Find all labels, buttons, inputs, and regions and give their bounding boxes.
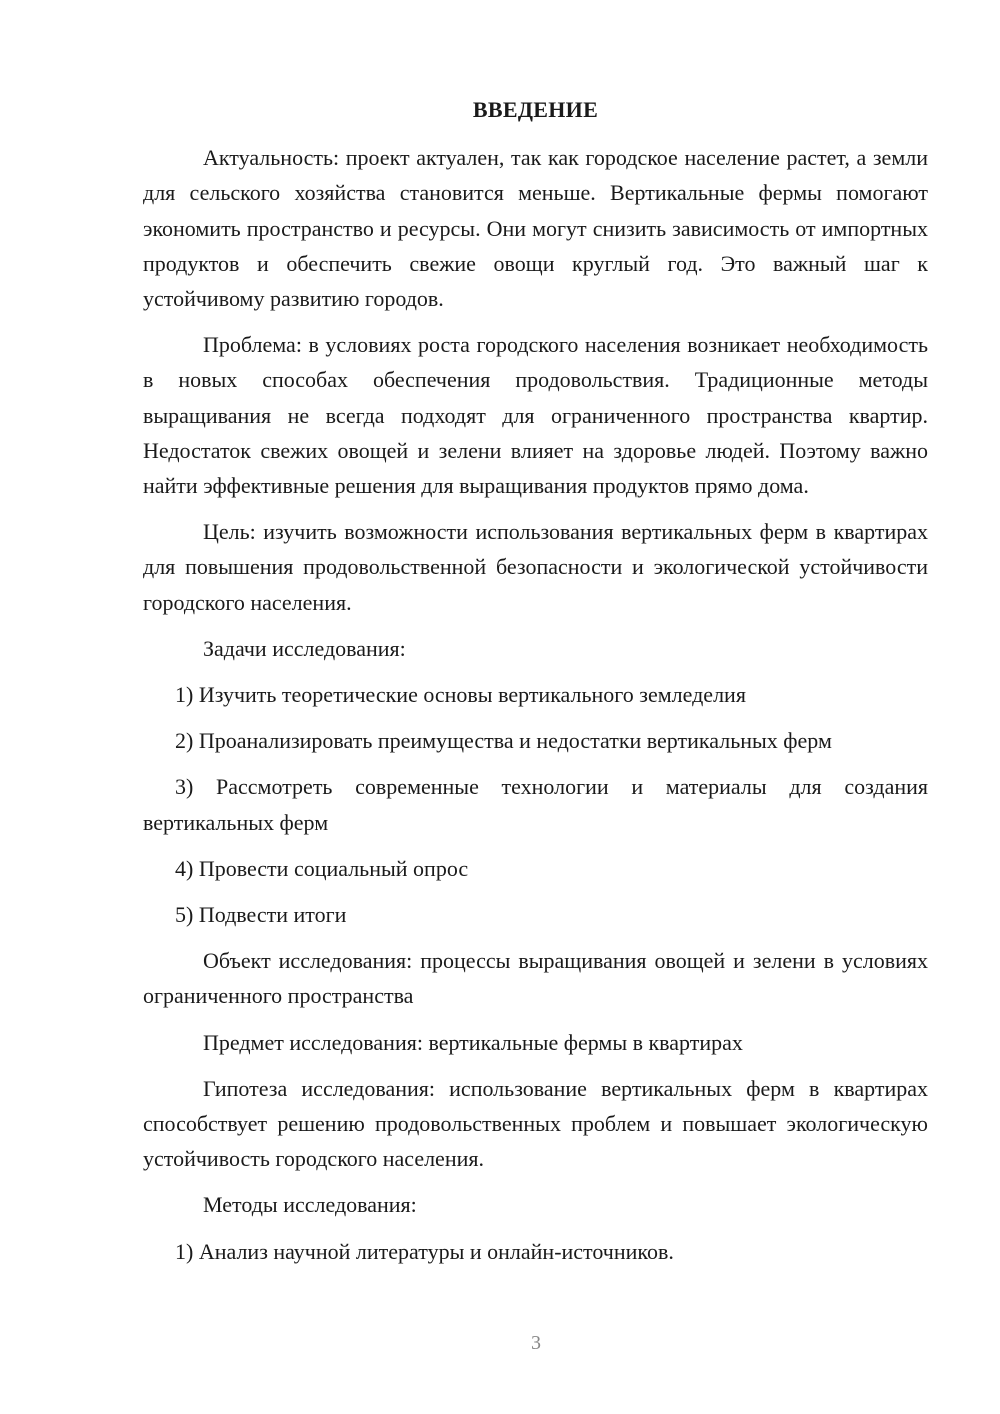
section-title: ВВЕДЕНИЕ bbox=[472, 97, 599, 122]
task-item: 4) Провести социальный опрос bbox=[175, 855, 469, 881]
task-item: 3) Рассмотреть современные технологии и материалы для создания вертикальных ферм bbox=[143, 774, 928, 835]
hypothesis-paragraph: Гипотеза исследования: использование вертикальных ферм в квартирах способствует решению продовольственных проблем и повышает экологическую устойчивость городского населения. bbox=[143, 1075, 928, 1172]
task-item: 1) Изучить теоретические основы вертикального земледелия bbox=[175, 682, 746, 708]
task-item: 2) Проанализировать преимущества и недостатки вертикальных ферм bbox=[175, 728, 832, 754]
subject-paragraph: Предмет исследования: вертикальные фермы в квартирах bbox=[203, 1029, 743, 1055]
problem-paragraph: Проблема: в условиях роста городского населения возникает необходимость в новых способах обеспечения продовольствия. Традиционные методы выращивания не всегда подходят для ограниченного пространства квартир. Недостаток свежих овощей и зелени влияет на здоровье людей. Поэтому важно найти эффективные решения для выращивания продуктов прямо дома. bbox=[143, 332, 928, 499]
tasks-heading: Задачи исследования: bbox=[203, 635, 406, 661]
relevance-paragraph: Актуальность: проект актуален, так как городское население растет, а земли для сельского хозяйства становится меньше. Вертикальные фермы помогают экономить пространство и ресурсы. Они могут снизить зависимость от импортных продуктов и обеспечить свежие овощи круглый год. Это важный шаг к устойчивому развитию городов. bbox=[143, 145, 928, 312]
methods-heading: Методы исследования: bbox=[203, 1192, 417, 1218]
goal-paragraph: Цель: изучить возможности использования вертикальных ферм в квартирах для повышения продовольственной безопасности и экологической устойчивости городского населения. bbox=[143, 519, 928, 615]
object-paragraph: Объект исследования: процессы выращивания овощей и зелени в условиях ограниченного пространства bbox=[143, 948, 928, 1009]
method-item: 1) Анализ научной литературы и онлайн-источников. bbox=[175, 1238, 674, 1264]
task-item: 5) Подвести итоги bbox=[175, 902, 347, 928]
page-number: 3 bbox=[531, 1332, 541, 1354]
document-page bbox=[143, 92, 928, 1280]
